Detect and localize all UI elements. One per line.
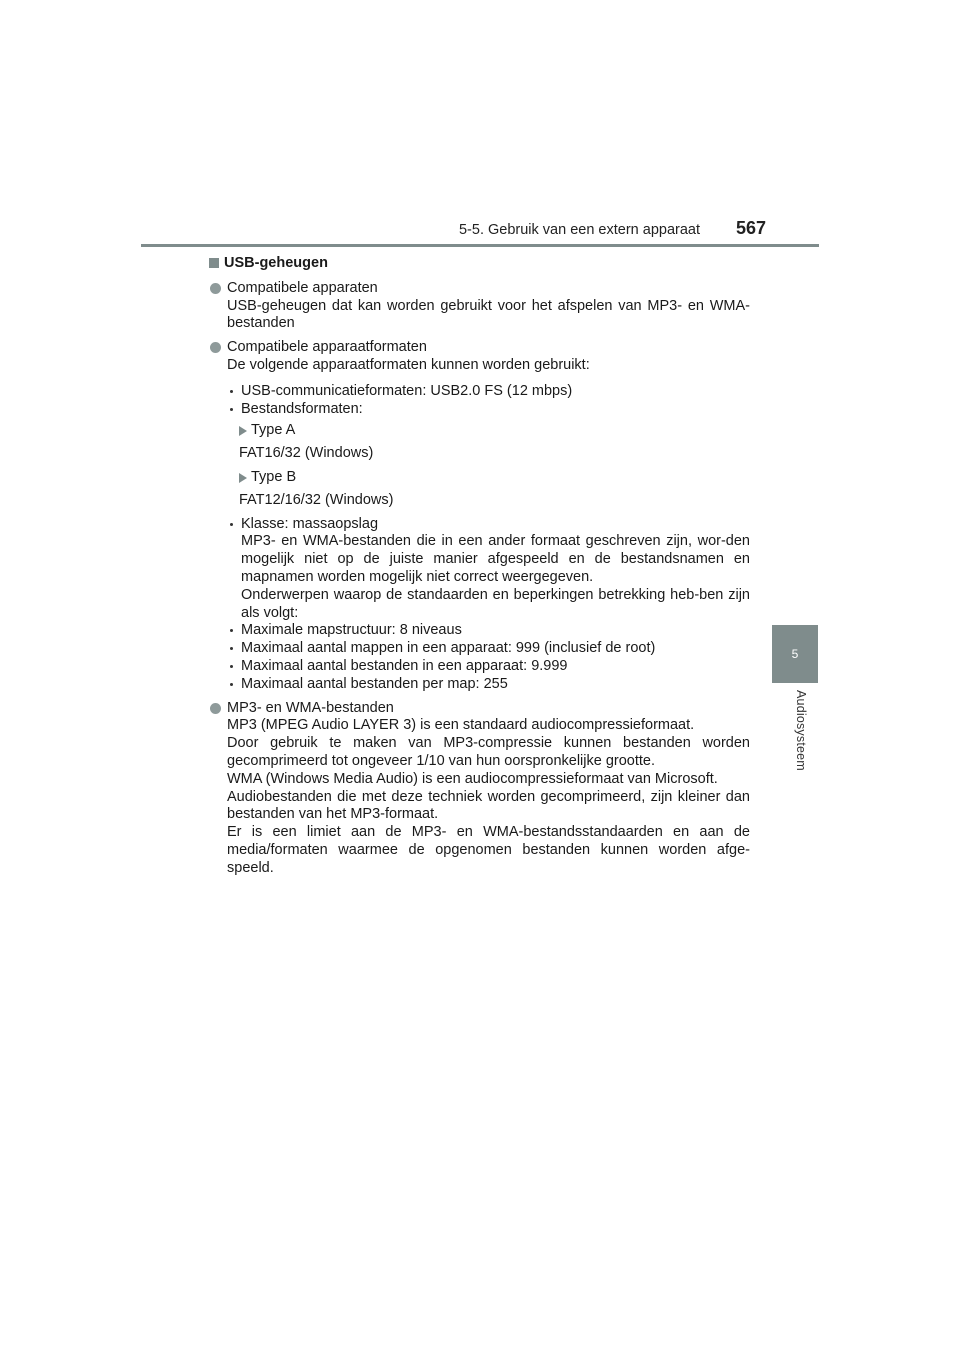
type-label: Type A	[239, 422, 750, 440]
section-heading-text: USB-geheugen	[224, 255, 328, 271]
circle-bullet-icon	[210, 703, 221, 714]
item-paragraph: Audiobestanden die met deze techniek worden gecomprimeerd, zijn kleiner dan bestanden van het MP3-formaat.	[227, 788, 750, 823]
bullet-item: Maximaal aantal bestanden in een apparaat: 9.999	[227, 658, 750, 676]
item-text: USB-geheugen dat kan worden gebruikt voor het afspelen van MP3- en WMA-bestanden	[227, 297, 750, 332]
chapter-label: Audiosysteem	[794, 690, 808, 771]
item-paragraph: Er is een limiet aan de MP3- en WMA-bestandsstandaarden en aan de media/formaten waarmee de opgenomen bestanden kunnen worden afge-speeld.	[227, 824, 750, 876]
list-item-mp3-wma	[210, 700, 750, 878]
type-block	[239, 422, 750, 509]
item-paragraph: MP3 (MPEG Audio LAYER 3) is een standaard audiocompressieformaat.	[227, 717, 695, 734]
type-value: FAT12/16/32 (Windows)	[239, 491, 394, 508]
format-bullets	[227, 383, 750, 419]
item-title: Compatibele apparaatformaten	[227, 339, 427, 356]
item-text: De volgende apparaatformaten kunnen worden gebruikt:	[227, 356, 590, 373]
running-header: 5-5. Gebruik van een extern apparaat	[458, 222, 700, 238]
class-bullets	[227, 516, 750, 694]
page-number: 567	[736, 218, 767, 238]
chapter-number: 5	[791, 647, 799, 661]
header-rule	[141, 244, 819, 247]
item-title: MP3- en WMA-bestanden	[227, 699, 394, 716]
page-content	[210, 255, 750, 884]
item-title: Compatibele apparaten	[227, 279, 378, 296]
section-heading	[210, 255, 750, 273]
type-value: FAT16/32 (Windows)	[239, 445, 374, 462]
triangle-marker-icon	[239, 473, 247, 483]
circle-bullet-icon	[210, 342, 221, 353]
type-label: Type B	[239, 469, 750, 487]
item-paragraph: WMA (Windows Media Audio) is een audiocompressieformaat van Microsoft.	[227, 770, 718, 787]
bullet-item: Bestandsformaten:	[227, 401, 750, 419]
bullet-item: Maximale mapstructuur: 8 niveaus	[227, 622, 750, 640]
chapter-tab	[772, 625, 818, 683]
triangle-marker-icon	[239, 426, 247, 436]
bullet-item: Klasse: massaopslag MP3- en WMA-bestanden die in een ander formaat geschreven zijn, wor-den mogelijk niet op de juiste manier afgespeeld en de bestandsnamen en mapnamen worden mogelijk niet correct weergegeven. Onderwerpen waarop de standaarden en beperkingen betrekking heb-ben zijn als volgt:	[227, 516, 750, 623]
bullet-item: Maximaal aantal bestanden per map: 255	[227, 676, 750, 694]
list-item-compatible-devices	[210, 280, 750, 333]
square-bullet-icon	[209, 258, 219, 268]
circle-bullet-icon	[210, 283, 221, 294]
bullet-item: USB-communicatieformaten: USB2.0 FS (12 mbps)	[227, 383, 750, 401]
bullet-item: Maximaal aantal mappen in een apparaat: 999 (inclusief de root)	[227, 640, 750, 658]
item-paragraph: Door gebruik te maken van MP3-compressie kunnen bestanden worden gecomprimeerd tot ongeveer 1/10 van hun oorspronkelijke grootte.	[227, 735, 750, 769]
list-item-compatible-formats	[210, 339, 750, 693]
